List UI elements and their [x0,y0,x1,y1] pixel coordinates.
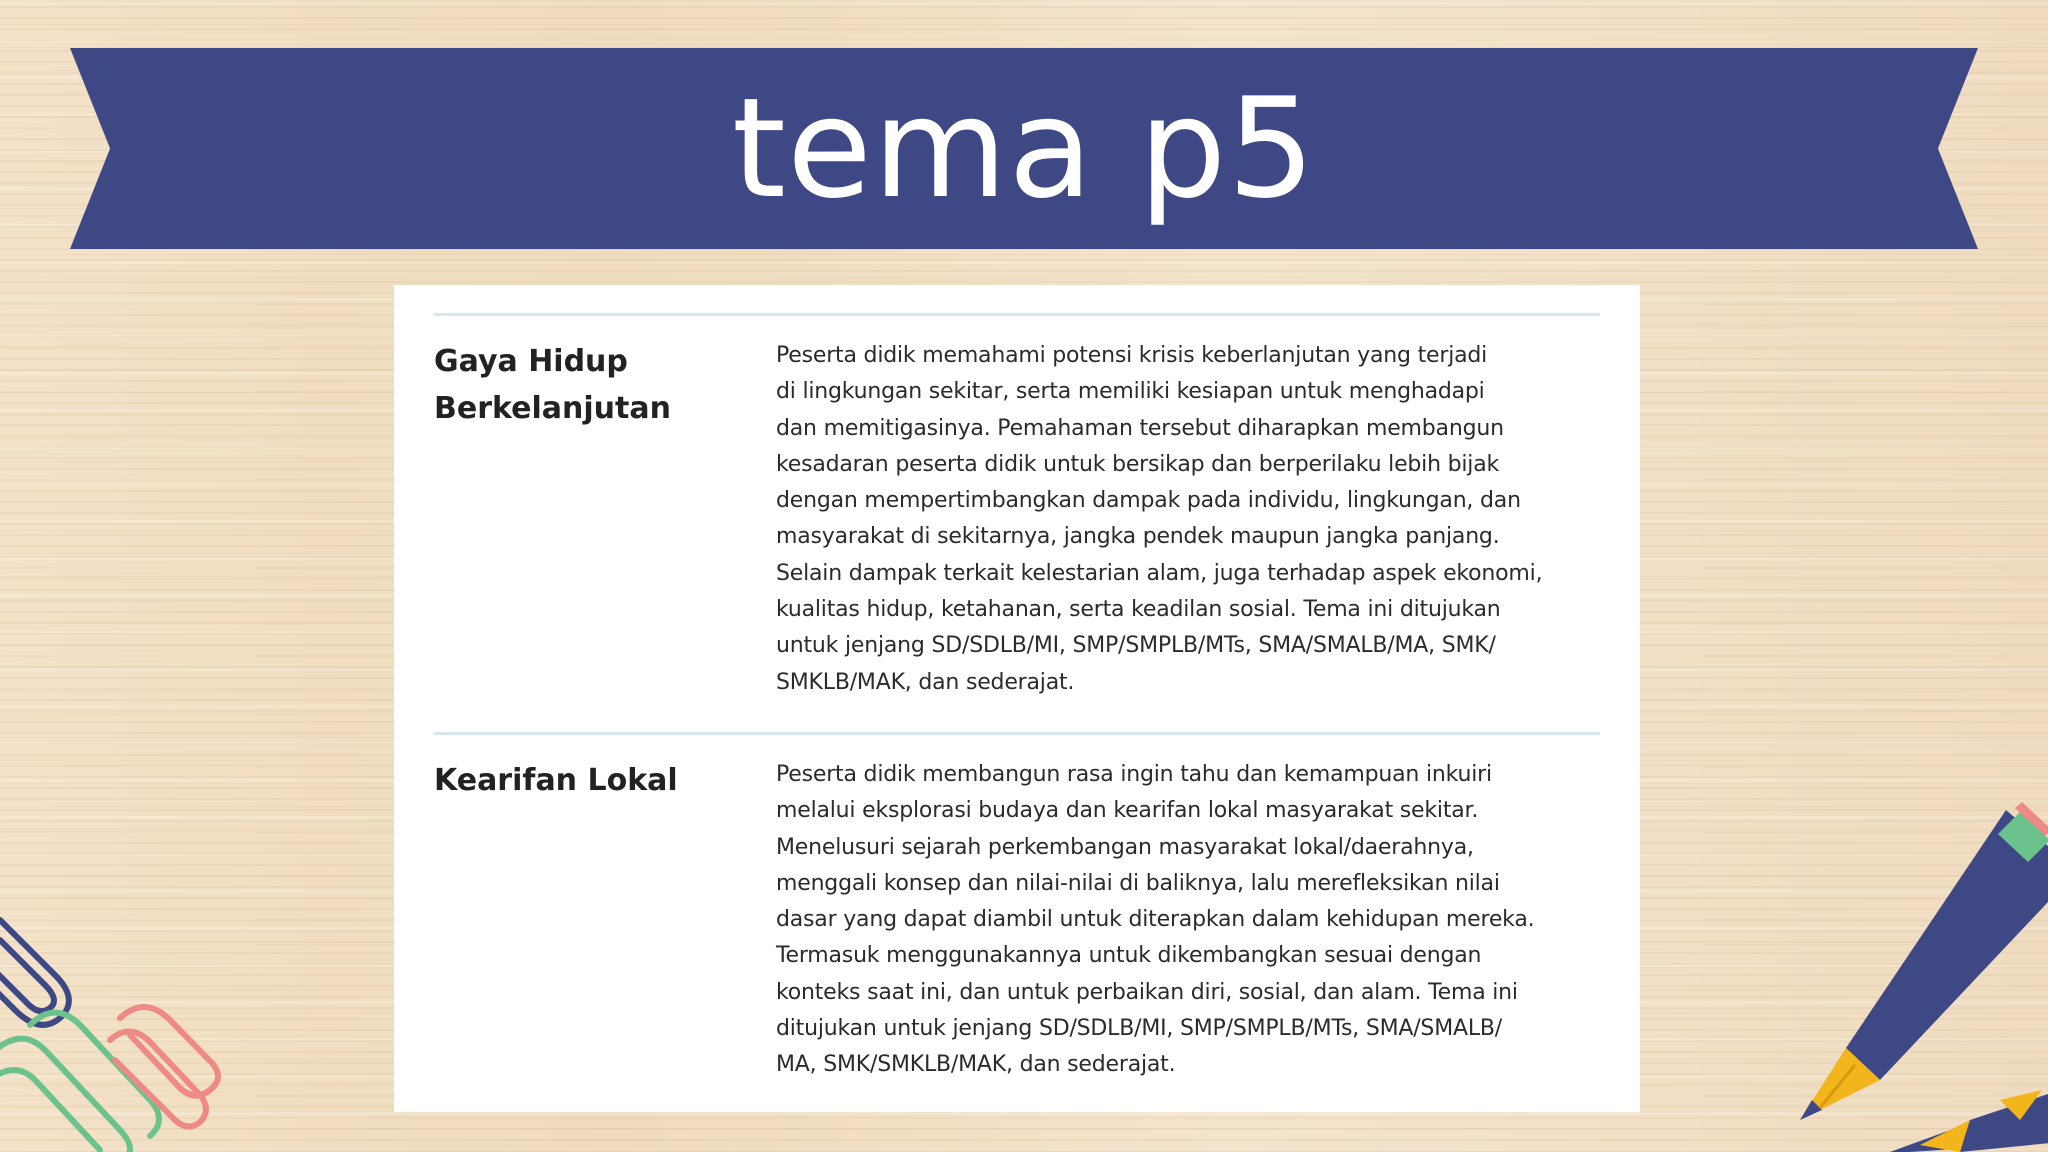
description-line: Selain dampak terkait kelestarian alam, juga terhadap aspek ekonomi, [776,560,1543,586]
theme-term-line: Kearifan Lokal [434,763,678,798]
description-line: Termasuk menggunakannya untuk dikembangkan sesuai dengan [776,943,1482,969]
description-line: melalui eksplorasi budaya dan kearifan lokal masyarakat sekitar. [776,798,1479,824]
description-line: konteks saat ini, dan untuk perbaikan diri, sosial, dan alam. Tema ini [776,979,1518,1005]
description-line: masyarakat di sekitarnya, jangka pendek maupun jangka panjang. [776,524,1500,550]
theme-description [776,757,1602,1084]
description-line: SMKLB/MAK, dan sederajat. [776,669,1075,695]
description-line: di lingkungan sekitar, serta memiliki kesiapan untuk menghadapi [776,379,1485,405]
theme-term [434,338,754,432]
description-line: untuk jenjang SD/SDLB/MI, SMP/SMPLB/MTs, SMA/SMALB/MA, SMK/ [776,633,1496,659]
description-line: dengan mempertimbangkan dampak pada individu, lingkungan, dan [776,488,1521,514]
theme-term-line: Berkelanjutan [434,391,671,426]
theme-table-card [394,285,1640,1112]
paperclips-icon [0,900,230,1152]
description-line: dan memitigasinya. Pemahaman tersebut diharapkan membangun [776,415,1504,441]
theme-term-line: Gaya Hidup [434,344,628,379]
description-line: dasar yang dapat diambil untuk diterapkan dalam kehidupan mereka. [776,907,1535,933]
description-line: kesadaran peserta didik untuk bersikap dan berperilaku lebih bijak [776,451,1500,477]
slide-title: tema p5 [731,68,1317,229]
description-line: Peserta didik membangun rasa ingin tahu dan kemampuan inkuiri [776,762,1492,787]
pencil-blue-icon [1800,802,2048,1120]
pencils-icon [1760,790,2048,1152]
theme-term [434,757,754,804]
pencil-yellow-icon [1890,1090,2048,1152]
description-line: Menelusuri sejarah perkembangan masyarakat lokal/daerahnya, [776,834,1474,860]
theme-description [776,338,1602,701]
description-line: Peserta didik memahami potensi krisis keberlanjutan yang terjadi [776,343,1488,368]
theme-row-kearifan-lokal [434,732,1600,1095]
description-line: menggali konsep dan nilai-nilai di baliknya, lalu merefleksikan nilai [776,870,1500,896]
theme-row-gaya-hidup-berkelanjutan [434,313,1600,730]
description-line: MA, SMK/SMKLB/MAK, dan sederajat. [776,1052,1176,1078]
description-line: ditujukan untuk jenjang SD/SDLB/MI, SMP/SMPLB/MTs, SMA/SMALB/ [776,1016,1502,1042]
description-line: kualitas hidup, ketahanan, serta keadilan sosial. Tema ini ditujukan [776,597,1501,623]
